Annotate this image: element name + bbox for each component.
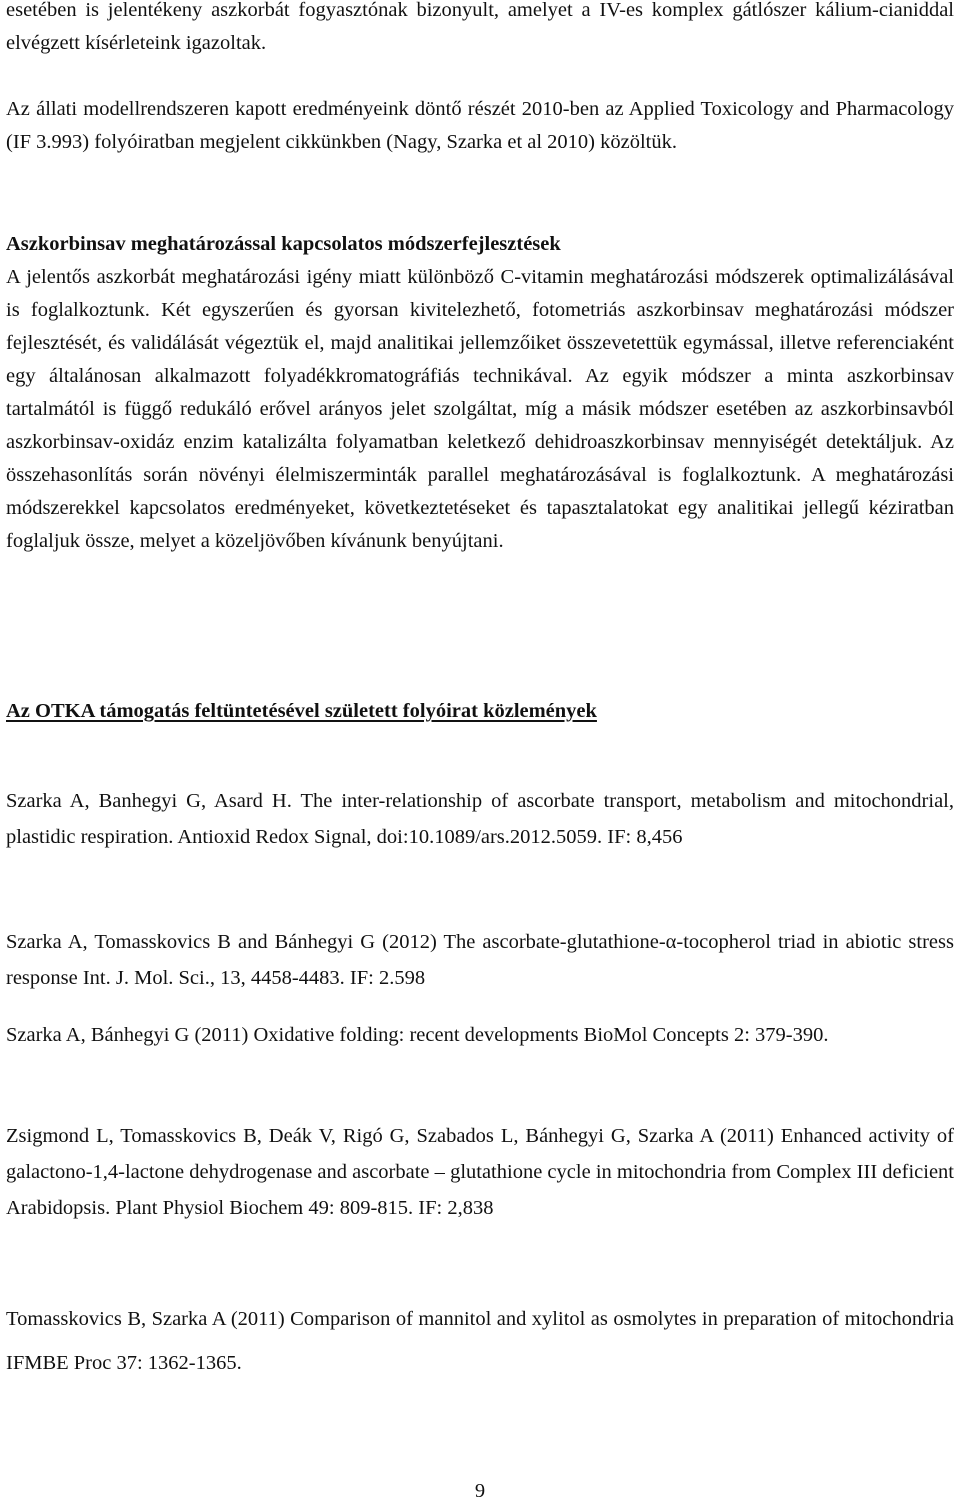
publications-heading: Az OTKA támogatás feltüntetésével született folyóirat közlemények — [6, 700, 597, 722]
section-heading: Aszkorbinsav meghatározással kapcsolatos módszerfejlesztések — [6, 233, 561, 255]
publication-item: Szarka A, Bánhegyi G (2011) Oxidative folding: recent developments BioMol Concepts 2: 379-390. — [6, 1024, 829, 1046]
publication-item: Zsigmond L, Tomasskovics B, Deák V, Rigó G, Szabados L, Bánhegyi G, Szarka A (2011) Enhanced activity of galactono-1,4-lactone dehydrogenase and ascorbate – glutathione cycle in mitochondria from Complex III deficient Arabidopsis. Plant Physiol Biochem 49: 809-815. IF: 2,838 — [6, 1125, 954, 1219]
methods-section — [6, 228, 954, 558]
page-number: 9 — [474, 1480, 486, 1502]
publication-item: Szarka A, Tomasskovics B and Bánhegyi G (2012) The ascorbate-glutathione-α-tocopherol triad in abiotic stress response Int. J. Mol. Sci., 13, 4458-4483. IF: 2.598 — [6, 931, 954, 989]
publication-item: Szarka A, Banhegyi G, Asard H. The inter-relationship of ascorbate transport, metabolism and mitochondrial, plastidic respiration. Antioxid Redox Signal, doi:10.1089/ars.2012.5059. IF: 8,456 — [6, 790, 954, 848]
section-body: A jelentős aszkorbát meghatározási igény miatt különböző C-vitamin meghatározási módszerek optimalizálásával is foglalkoztunk. Két egyszerűen és gyorsan kivitelezhető, fotometriás aszkorbinsav meghatározási módszer fejlesztését, és validálását végeztük el, majd analitikai jellemzőiket összevetettük egymással, illetve referenciaként egy általánosan alkalmazott folyadékkromatográfiás technikával. Az egyik módszer a minta aszkorbinsav tartalmától is függő redukáló erővel arányos jelet szolgáltat, míg a másik módszer esetében az aszkorbinsavból aszkorbinsav-oxidáz enzim katalizálta folyamatban keletkező dehidroaszkorbinsav mennyiségét detektáljuk. Az összehasonlítás során növényi élelmiszerminták parallel meghatározásával is foglalkoztunk. A meghatározási módszerekkel kapcsolatos eredményeket, következtetéseket és tapasztalatokat egy analitikai jellegű kéziratban foglaljuk össze, melyet a közeljövőben kívánunk benyújtani. — [6, 266, 954, 552]
intro-paragraph-1: esetében is jelentékeny aszkorbát fogyasztónak bizonyult, amelyet a IV-es komplex gátlószer kálium-cianiddal elvégzett kísérleteink igazoltak. — [6, 0, 954, 54]
intro-paragraph-2: Az állati modellrendszeren kapott eredményeink döntő részét 2010-ben az Applied Toxicology and Pharmacology (IF 3.993) folyóiratban megjelent cikkünkben (Nagy, Szarka et al 2010) közöltük. — [6, 98, 954, 153]
publication-item: Tomasskovics B, Szarka A (2011) Comparison of mannitol and xylitol as osmolytes in preparation of mitochondria IFMBE Proc 37: 1362-1365. — [6, 1308, 954, 1374]
